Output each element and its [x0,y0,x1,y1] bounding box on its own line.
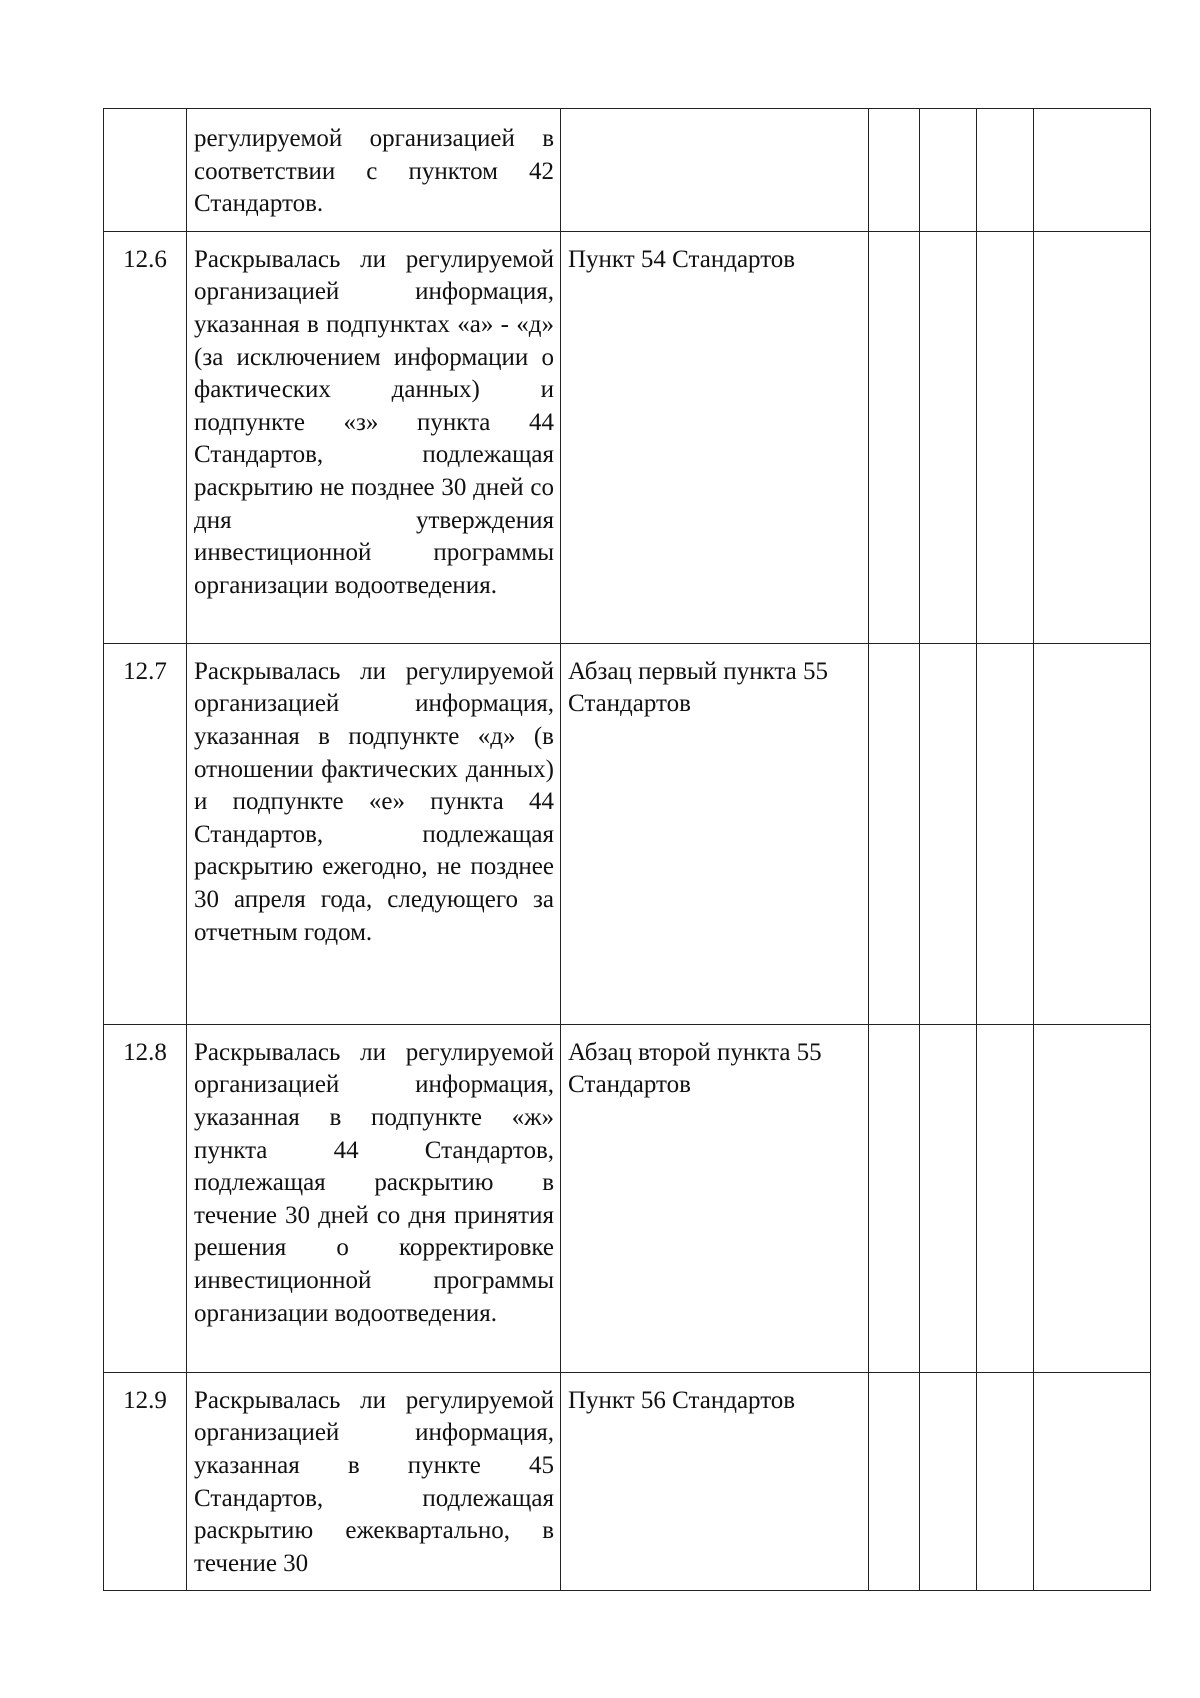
answer-yes-cell [869,1024,920,1372]
answer-na-cell [977,109,1034,232]
answer-yes-cell [869,109,920,232]
legal-reference: Абзац первый пункта 55 Стандартов [561,643,869,1024]
notes-cell [1034,643,1151,1024]
table-row [104,1024,1151,1372]
table-row [104,1372,1151,1591]
notes-cell [1034,1024,1151,1372]
item-number [104,109,187,232]
item-number: 12.9 [104,1372,187,1591]
item-number: 12.7 [104,643,187,1024]
checklist-table [103,108,1151,1591]
item-number: 12.6 [104,231,187,643]
answer-no-cell [920,1024,977,1372]
question-text: Раскрывалась ли регулируемой организацией информация, указанная в подпункте «ж» пункта 44 Стандартов, подлежащая раскрытию в течение 30 дней со дня принятия решения о корректировке инвестиционной программы организации водоотведения. [187,1024,561,1372]
notes-cell [1034,231,1151,643]
notes-cell [1034,109,1151,232]
table-row [104,109,1151,232]
answer-no-cell [920,1372,977,1591]
answer-yes-cell [869,643,920,1024]
answer-yes-cell [869,1372,920,1591]
table-row [104,231,1151,643]
legal-reference: Абзац второй пункта 55 Стандартов [561,1024,869,1372]
answer-na-cell [977,1024,1034,1372]
table-row [104,643,1151,1024]
answer-no-cell [920,231,977,643]
notes-cell [1034,1372,1151,1591]
question-text: Раскрывалась ли регулируемой организацией информация, указанная в подпункте «д» (в отношении фактических данных) и подпункте «е» пункта 44 Стандартов, подлежащая раскрытию ежегодно, не позднее 30 апреля года, следующего за отчетным годом. [187,643,561,1024]
answer-no-cell [920,109,977,232]
answer-na-cell [977,643,1034,1024]
legal-reference [561,109,869,232]
question-text: Раскрывалась ли регулируемой организацией информация, указанная в пункте 45 Стандартов, подлежащая раскрытию ежеквартально, в течение 30 [187,1372,561,1591]
legal-reference: Пункт 56 Стандартов [561,1372,869,1591]
answer-yes-cell [869,231,920,643]
item-number: 12.8 [104,1024,187,1372]
legal-reference: Пункт 54 Стандартов [561,231,869,643]
question-text: Раскрывалась ли регулируемой организацией информация, указанная в подпунктах «а» - «д» (за исключением информации о фактических данных) и подпункте «з» пункта 44 Стандартов, подлежащая раскрытию не позднее 30 дней со дня утверждения инвестиционной программы организации водоотведения. [187,231,561,643]
question-text: регулируемой организацией в соответствии с пунктом 42 Стандартов. [187,109,561,232]
answer-na-cell [977,1372,1034,1591]
answer-no-cell [920,643,977,1024]
answer-na-cell [977,231,1034,643]
